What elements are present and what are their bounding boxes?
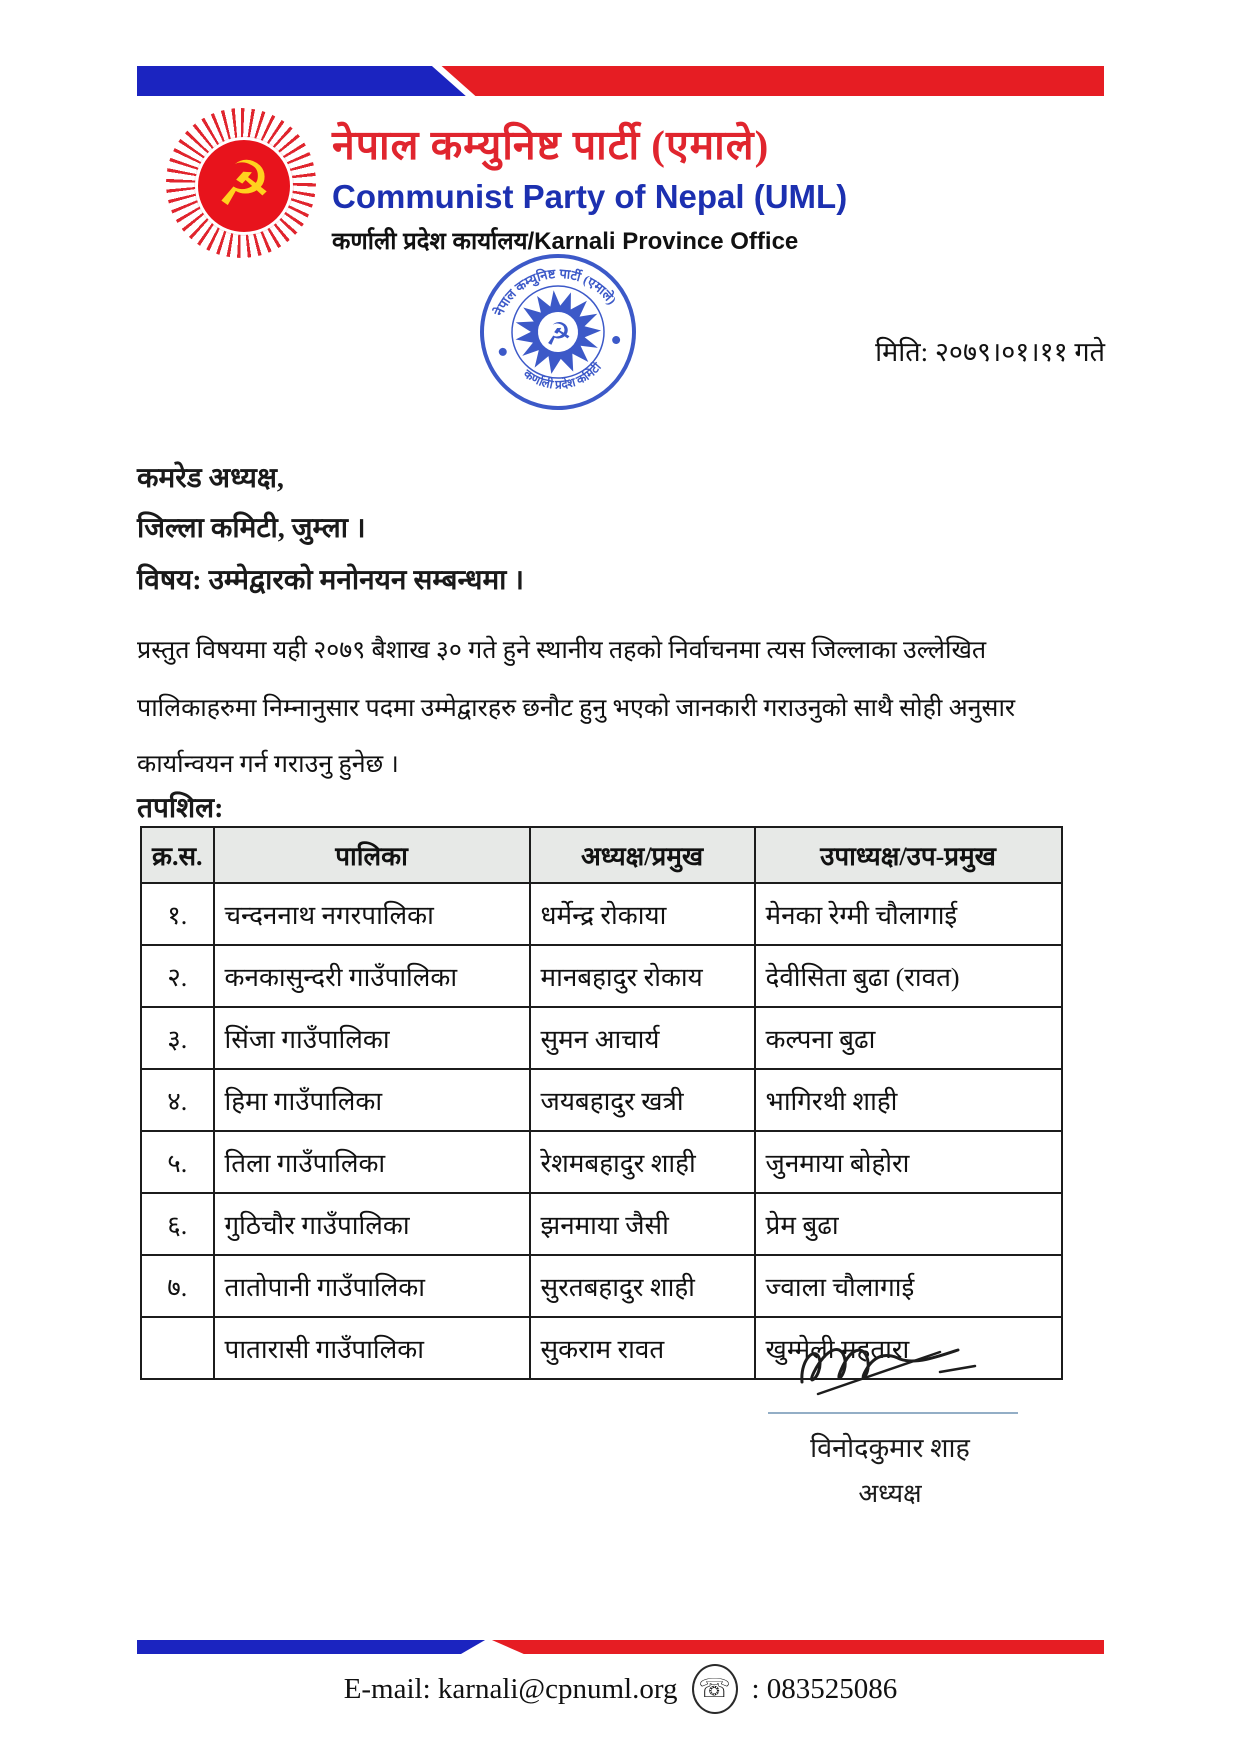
signatory-title: अध्यक्ष <box>858 1479 922 1508</box>
table-cell: कनकासुन्दरी गाउँपालिका <box>214 945 530 1007</box>
table-row <box>141 1193 1062 1255</box>
table-row <box>141 1069 1062 1131</box>
table-cell <box>141 1317 214 1379</box>
seal-top-text: नेपाल कम्युनिष्ट पार्टी (एमाले) <box>490 265 620 318</box>
table-cell: खुम्मेली महतारा <box>755 1317 1062 1379</box>
party-logo <box>163 108 319 258</box>
table-cell: १. <box>141 883 214 945</box>
table-row <box>141 883 1062 945</box>
seal-bottom-text: कर्णाली प्रदेश कमिटी <box>520 359 604 392</box>
table-row <box>141 1007 1062 1069</box>
table-cell: तातोपानी गाउँपालिका <box>214 1255 530 1317</box>
table-cell: भागिरथी शाही <box>755 1069 1062 1131</box>
table-cell: सिंजा गाउँपालिका <box>214 1007 530 1069</box>
logo-center-disc <box>195 137 293 235</box>
table-cell: चन्दननाथ नगरपालिका <box>214 883 530 945</box>
footer-email: E-mail: karnali@cpnuml.org <box>343 1672 678 1705</box>
subject-line: विषय: उम्मेद्वारको मनोनयन सम्बन्धमा । <box>137 565 525 596</box>
table-row <box>141 1255 1062 1317</box>
table-cell: ज्वाला चौलागाई <box>755 1255 1062 1317</box>
letterhead <box>332 116 1032 257</box>
party-name-nepali: नेपाल कम्युनिष्ट पार्टी (एमाले) <box>332 122 770 168</box>
office-seal <box>470 244 646 420</box>
table-cell: जयबहादुर खत्री <box>530 1069 755 1131</box>
table-cell: पातारासी गाउँपालिका <box>214 1317 530 1379</box>
table-cell: ५. <box>141 1131 214 1193</box>
table-cell: प्रेम बुढा <box>755 1193 1062 1255</box>
date-line: मिति: २०७९।०१।११ गते <box>875 337 1105 367</box>
table-cell: जुनमाया बोहोरा <box>755 1131 1062 1193</box>
table-cell: सुमन आचार्य <box>530 1007 755 1069</box>
details-label: तपशिल: <box>137 793 224 824</box>
table-cell: रेशमबहादुर शाही <box>530 1131 755 1193</box>
candidates-table <box>140 826 1063 1380</box>
table-row <box>141 1131 1062 1193</box>
hammer-sickle-icon: ☭ <box>216 147 272 220</box>
table-cell: ४. <box>141 1069 214 1131</box>
signature-scrawl <box>790 1332 990 1412</box>
body-line-1: प्रस्तुत विषयमा यही २०७९ बैशाख ३० गते हुने स्थानीय तहको निर्वाचनमा त्यस जिल्लाका उल्लेखित <box>137 637 987 664</box>
footer-phone: : 083525086 <box>751 1672 898 1705</box>
party-name-english: Communist Party of Nepal (UML) <box>332 178 848 215</box>
recipient-line-1: कमरेड अध्यक्ष, <box>137 463 284 494</box>
table-cell: झनमाया जैसी <box>530 1193 755 1255</box>
table-cell: धर्मेन्द्र रोकाया <box>530 883 755 945</box>
header-chairperson: अध्यक्ष/प्रमुख <box>530 827 755 883</box>
header-serial: क्र.स. <box>141 827 214 883</box>
table-cell: सुरतबहादुर शाही <box>530 1255 755 1317</box>
table-cell: सुकराम रावत <box>530 1317 755 1379</box>
table-cell: देवीसिता बुढा (रावत) <box>755 945 1062 1007</box>
footer-stripe <box>137 1640 1104 1654</box>
office-line: कर्णाली प्रदेश कार्यालय/Karnali Province Office <box>332 228 799 255</box>
table-cell: गुठिचौर गाउँपालिका <box>214 1193 530 1255</box>
table-cell: हिमा गाउँपालिका <box>214 1069 530 1131</box>
recipient-line-2: जिल्ला कमिटी, जुम्ला । <box>137 513 366 544</box>
body-line-2: पालिकाहरुमा निम्नानुसार पदमा उम्मेद्वारहरु छनौट हुनु भएको जानकारी गराउनुको साथै सोही अनुसार <box>137 695 1016 722</box>
table-cell: २. <box>141 945 214 1007</box>
footer-contact <box>137 1664 1104 1714</box>
table-cell: मानबहादुर रोकाय <box>530 945 755 1007</box>
signature-rule <box>768 1412 1018 1414</box>
table-cell: मेनका रेग्मी चौलागाई <box>755 883 1062 945</box>
signatory-name: विनोदकुमार शाह <box>810 1433 970 1463</box>
body-line-3: कार्यान्वयन गर्न गराउनु हुनेछ । <box>137 751 399 778</box>
seal-hammer-sickle-icon: ☭ <box>543 316 574 353</box>
table-cell: ३. <box>141 1007 214 1069</box>
telephone-icon: ☏ <box>692 1664 738 1714</box>
table-body <box>141 883 1062 1379</box>
table-cell: ६. <box>141 1193 214 1255</box>
top-banner <box>137 66 1104 96</box>
header-municipality: पालिका <box>214 827 530 883</box>
table-header-row <box>141 827 1062 883</box>
table-cell: तिला गाउँपालिका <box>214 1131 530 1193</box>
table-cell: ७. <box>141 1255 214 1317</box>
table-cell: कल्पना बुढा <box>755 1007 1062 1069</box>
header-vice-chairperson: उपाध्यक्ष/उप-प्रमुख <box>755 827 1062 883</box>
table-row <box>141 945 1062 1007</box>
